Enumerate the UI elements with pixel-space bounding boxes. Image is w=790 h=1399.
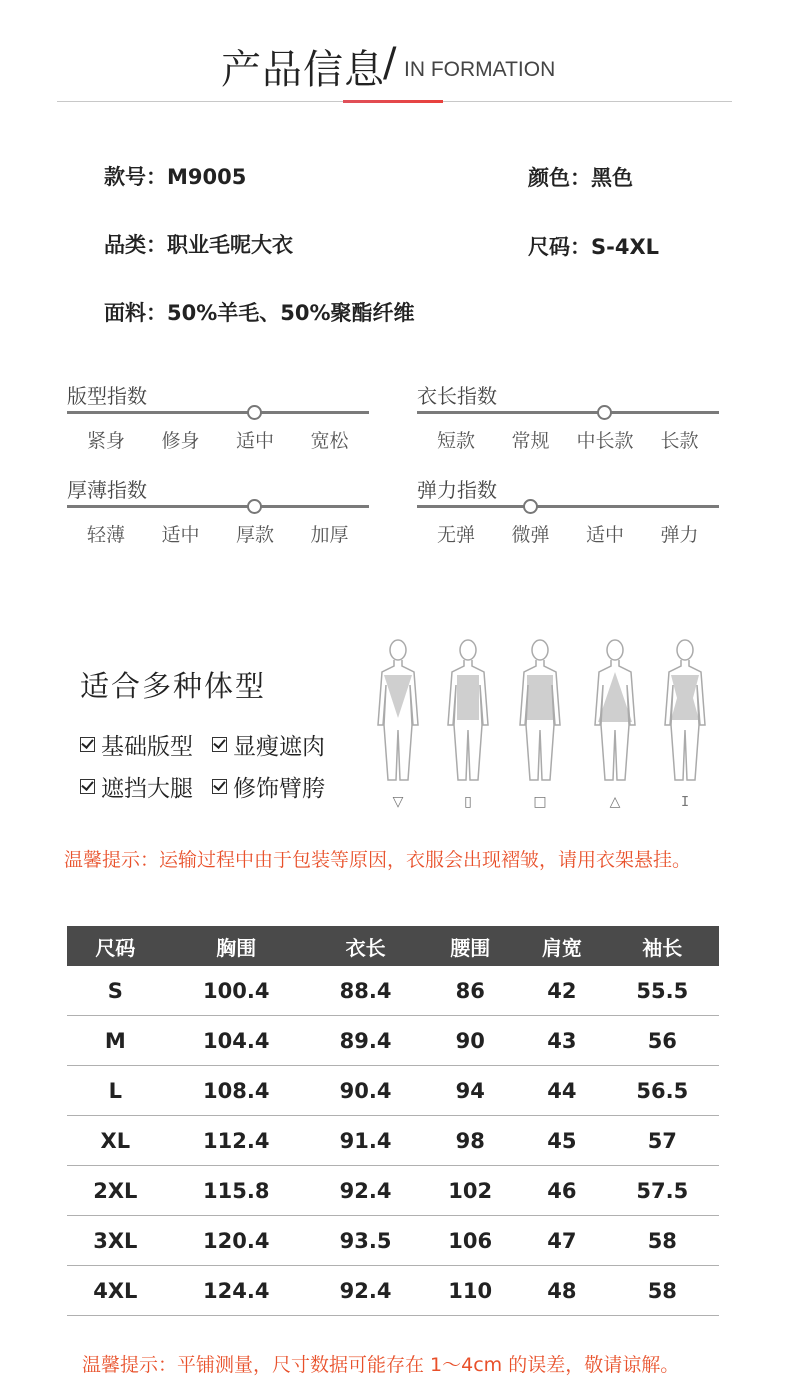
table-cell: 120.4: [164, 1216, 309, 1266]
index-track: [67, 505, 369, 508]
table-cell: 57.5: [606, 1166, 719, 1216]
index-option: 微弹: [511, 524, 550, 546]
measurement-tip: 温馨提示：平铺测量，尺寸数据可能存在 1～4cm 的误差，敬请谅解。: [82, 1354, 680, 1376]
index-knob: [247, 499, 262, 514]
body-shape-mark: ▽: [392, 794, 404, 810]
index-option: 弹力: [660, 524, 699, 546]
table-cell: 108.4: [164, 1066, 309, 1116]
index-option: 宽松: [310, 430, 349, 452]
index-option: 修身: [161, 430, 200, 452]
table-cell: 106: [422, 1216, 518, 1266]
header-accent-bar: [343, 100, 443, 103]
table-row: [67, 1266, 719, 1316]
table-row: [67, 966, 719, 1016]
table-header-cell: 尺码: [67, 926, 164, 966]
table-cell: 88.4: [309, 966, 422, 1016]
index-option: 厚款: [235, 524, 274, 546]
table-cell: 89.4: [309, 1016, 422, 1066]
checkbox-icon: [80, 737, 95, 752]
index-label: 弹力指数: [417, 478, 497, 502]
table-cell: 3XL: [67, 1216, 164, 1266]
checkbox-icon: [212, 737, 227, 752]
table-cell: 45: [518, 1116, 605, 1166]
checkbox-icon: [80, 779, 95, 794]
table-cell: 110: [422, 1266, 518, 1316]
table-cell: 98: [422, 1116, 518, 1166]
table-row: [67, 1066, 719, 1116]
table-cell: 124.4: [164, 1266, 309, 1316]
body-figure: [448, 640, 488, 780]
index-option: 常规: [511, 430, 550, 452]
spec-fabric: 面料：50%羊毛、50%聚酯纤维: [104, 301, 415, 325]
table-header-cell: 肩宽: [518, 926, 605, 966]
table-cell: 44: [518, 1066, 605, 1116]
table-cell: 57: [606, 1116, 719, 1166]
index-option: 适中: [235, 430, 274, 452]
size-table: [67, 926, 719, 1316]
body-shape-mark: □: [533, 794, 547, 810]
index-option: 轻薄: [86, 524, 125, 546]
table-cell: 4XL: [67, 1266, 164, 1316]
body-type-item: 显瘦遮肉: [212, 728, 325, 761]
page-title: 产品信息: [221, 47, 385, 93]
page-subtitle: IN FORMATION: [404, 58, 556, 81]
index-option: 适中: [585, 524, 624, 546]
index-label: 版型指数: [67, 384, 147, 408]
index-option: 中长款: [576, 430, 634, 452]
index-option: 紧身: [86, 430, 125, 452]
spec-category: 品类：职业毛呢大衣: [104, 233, 293, 257]
index-option: 加厚: [310, 524, 349, 546]
body-figure: [378, 640, 418, 780]
table-header-cell: 腰围: [422, 926, 518, 966]
spec-color: 颜色：黑色: [528, 166, 633, 190]
body-type-item: 修饰臂胯: [212, 770, 325, 803]
table-cell: 94: [422, 1066, 518, 1116]
table-cell: 46: [518, 1166, 605, 1216]
table-cell: 91.4: [309, 1116, 422, 1166]
index-track: [417, 505, 719, 508]
body-type-item: 基础版型: [80, 728, 193, 761]
index-knob: [247, 405, 262, 420]
table-cell: L: [67, 1066, 164, 1116]
table-cell: 102: [422, 1166, 518, 1216]
body-type-item: 遮挡大腿: [80, 770, 193, 803]
index-track: [417, 411, 719, 414]
table-cell: 56.5: [606, 1066, 719, 1116]
table-cell: 56: [606, 1016, 719, 1066]
index-option: 无弹: [436, 524, 475, 546]
index-option: 短款: [436, 430, 475, 452]
table-cell: 90: [422, 1016, 518, 1066]
table-row: [67, 1166, 719, 1216]
table-header-cell: 衣长: [309, 926, 422, 966]
body-types-title: 适合多种体型: [80, 669, 267, 703]
body-figure: [520, 640, 560, 780]
table-cell: 48: [518, 1266, 605, 1316]
index-option: 适中: [161, 524, 200, 546]
table-header-cell: 胸围: [164, 926, 309, 966]
table-cell: 47: [518, 1216, 605, 1266]
body-shape-mark: ▯: [464, 794, 472, 810]
table-cell: 104.4: [164, 1016, 309, 1066]
spec-size: 尺码：S-4XL: [528, 235, 660, 259]
table-cell: 58: [606, 1216, 719, 1266]
table-cell: 115.8: [164, 1166, 309, 1216]
table-cell: S: [67, 966, 164, 1016]
table-cell: 43: [518, 1016, 605, 1066]
index-label: 衣长指数: [417, 384, 497, 408]
body-figures-illustration: [365, 630, 725, 820]
table-cell: 100.4: [164, 966, 309, 1016]
table-cell: 2XL: [67, 1166, 164, 1216]
index-knob: [597, 405, 612, 420]
table-row: [67, 1016, 719, 1066]
index-track: [67, 411, 369, 414]
index-option: 长款: [660, 430, 699, 452]
title-slash: /: [383, 40, 397, 86]
table-cell: 92.4: [309, 1166, 422, 1216]
table-header-cell: 袖长: [606, 926, 719, 966]
shipping-tip: 温馨提示：运输过程中由于包装等原因，衣服会出现褶皱，请用衣架悬挂。: [64, 849, 692, 871]
index-label: 厚薄指数: [67, 478, 147, 502]
table-cell: XL: [67, 1116, 164, 1166]
table-cell: 55.5: [606, 966, 719, 1016]
index-knob: [523, 499, 538, 514]
table-row: [67, 1216, 719, 1266]
table-cell: 58: [606, 1266, 719, 1316]
table-cell: M: [67, 1016, 164, 1066]
spec-style-no: 款号：M9005: [104, 165, 247, 189]
table-header-row: [67, 926, 719, 966]
body-shape-mark: ⵊ: [681, 794, 689, 810]
table-cell: 86: [422, 966, 518, 1016]
table-cell: 112.4: [164, 1116, 309, 1166]
body-shape-mark: △: [609, 794, 621, 810]
checkbox-icon: [212, 779, 227, 794]
body-figure: [665, 640, 705, 780]
table-cell: 90.4: [309, 1066, 422, 1116]
table-row: [67, 1116, 719, 1166]
table-cell: 42: [518, 966, 605, 1016]
table-cell: 92.4: [309, 1266, 422, 1316]
table-cell: 93.5: [309, 1216, 422, 1266]
body-figure: [595, 640, 635, 780]
